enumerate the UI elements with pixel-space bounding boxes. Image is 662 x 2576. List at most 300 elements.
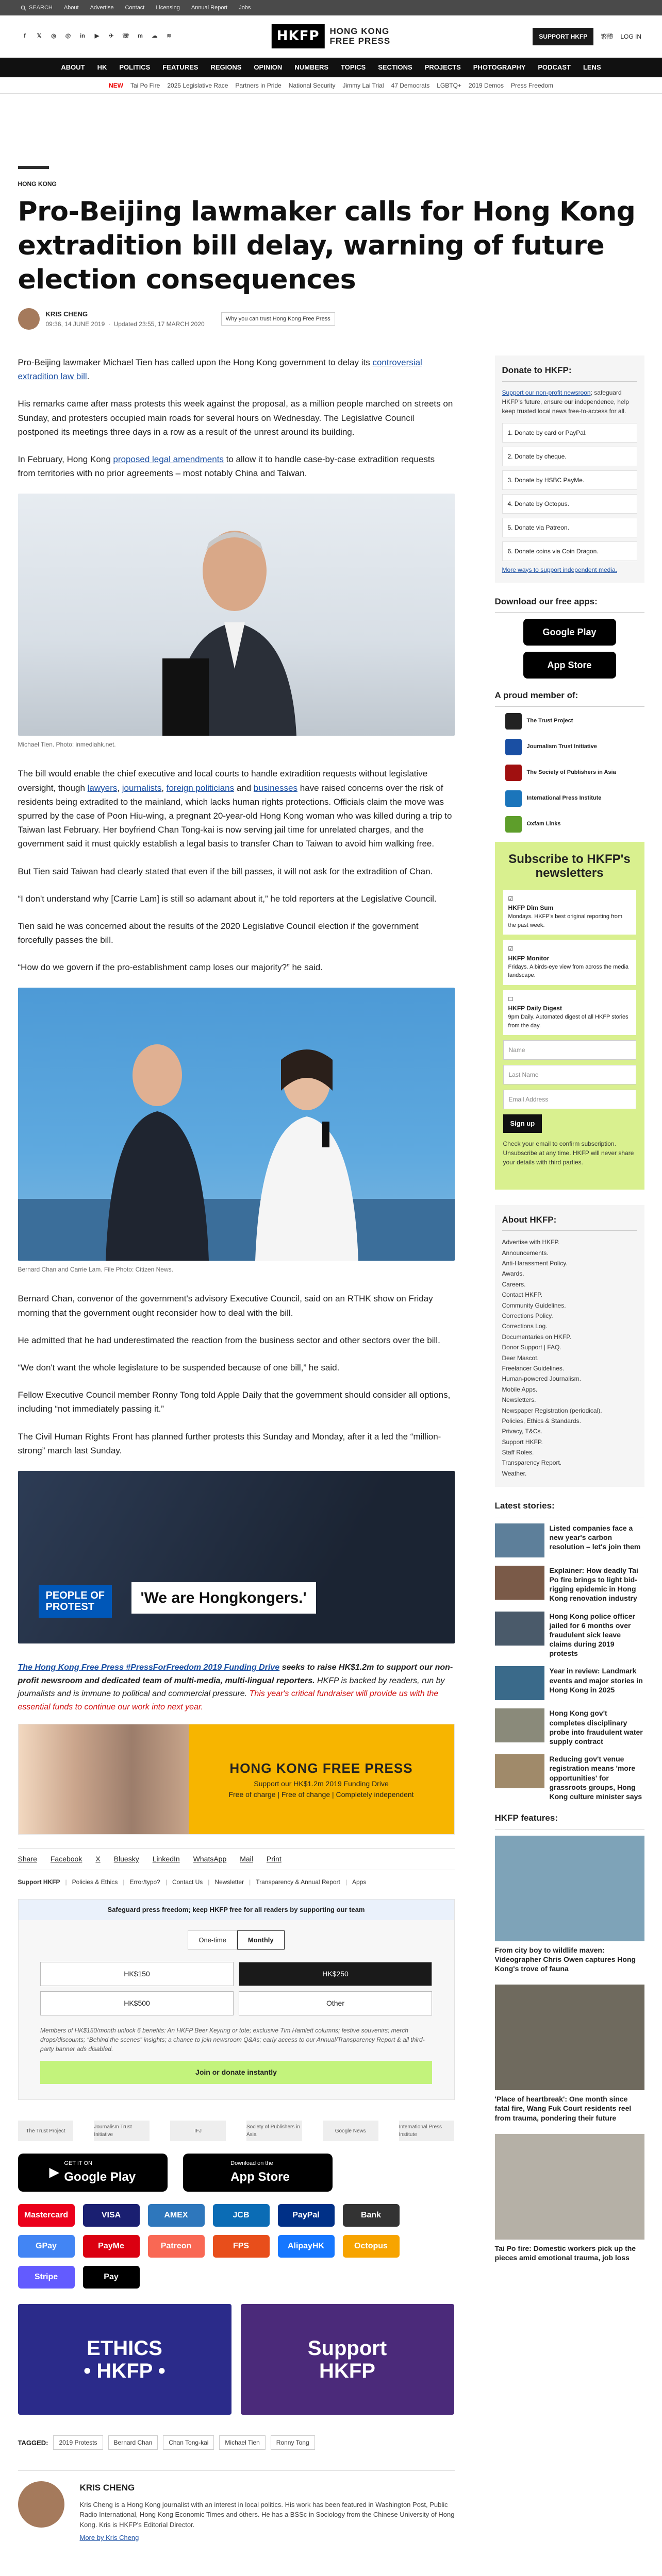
donate-options bbox=[502, 423, 637, 561]
nl-name: HKFP Monitor bbox=[508, 954, 550, 962]
nl-name: HKFP Daily Digest bbox=[508, 1005, 562, 1012]
newsletter-box bbox=[495, 842, 644, 1190]
feature-title: Tai Po fire: Domestic workers pick up the pieces amid emotional trauma, job loss bbox=[494, 2244, 636, 2262]
businesses-link[interactable]: businesses bbox=[253, 783, 297, 793]
main-nav bbox=[0, 58, 662, 77]
about-link[interactable]: Anti-Harassment Policy. bbox=[502, 1260, 568, 1267]
rss-icon[interactable]: ≋ bbox=[167, 33, 172, 40]
share-bluesky[interactable]: Bluesky bbox=[113, 1855, 139, 1863]
funding-banner[interactable] bbox=[18, 1724, 455, 1835]
last-name-field[interactable]: Last Name bbox=[503, 1065, 636, 1084]
story-thumbnail bbox=[495, 1566, 544, 1600]
nav-lens[interactable]: LENS bbox=[583, 63, 601, 72]
journalists-link[interactable]: journalists bbox=[122, 783, 162, 793]
ethics-ad[interactable]: ETHICS • HKFP • bbox=[18, 2304, 231, 2415]
google-play-button[interactable] bbox=[18, 2154, 168, 2192]
freq-one-time[interactable]: One-time bbox=[188, 1930, 237, 1950]
about-link[interactable]: Community Guidelines. bbox=[502, 1301, 566, 1309]
feature-story[interactable] bbox=[495, 1985, 644, 2123]
latest-story[interactable] bbox=[495, 1666, 644, 1700]
payment-method-icon: AlipayHK bbox=[278, 2235, 335, 2258]
text: This year's critical fundraiser will provide us with the essential funds to continue our work into next year. bbox=[18, 1689, 439, 1711]
top-link-about[interactable]: About bbox=[63, 4, 79, 11]
about-link[interactable]: Human-powered Journalism. bbox=[502, 1375, 581, 1383]
about-link[interactable]: Advertise with HKFP. bbox=[502, 1239, 560, 1246]
partner-logo[interactable]: IFJ bbox=[170, 2121, 226, 2141]
donate-option[interactable]: 2. Donate by cheque. bbox=[502, 447, 637, 466]
text: . bbox=[87, 371, 90, 382]
nav-projects[interactable]: PROJECTS bbox=[424, 63, 461, 72]
email-field[interactable]: Email Address bbox=[503, 1090, 636, 1109]
store-big: App Store bbox=[230, 2170, 290, 2184]
photo-caption: Bernard Chan and Carrie Lam. File Photo: Citizen News. bbox=[18, 1266, 173, 1274]
logo-line-2: FREE PRESS bbox=[329, 36, 391, 46]
partner-logos bbox=[18, 2121, 455, 2141]
paragraph: He admitted that he had underestimated the reaction from the business sector and other sectors over the bill. bbox=[18, 1335, 440, 1345]
member-name: Oxfam Links bbox=[526, 821, 561, 827]
sidebar bbox=[495, 355, 644, 2543]
store-small: GET IT ON bbox=[64, 2160, 92, 2167]
text: HKFP is backed by readers, run by journalists and is immune to political and commercial pressure. bbox=[18, 1676, 445, 1699]
name-field[interactable]: Name bbox=[503, 1040, 636, 1060]
nav-sections[interactable]: SECTIONS bbox=[378, 63, 412, 72]
funding-drive-link[interactable]: The Hong Kong Free Press #PressForFreedom 2019 Funding Drive bbox=[18, 1663, 280, 1672]
join-button[interactable]: Join or donate instantly bbox=[40, 2061, 432, 2084]
date-published: 09:36, 14 JUNE 2019 bbox=[45, 320, 105, 328]
payment-method-icon: PayMe bbox=[83, 2235, 140, 2258]
member-logos bbox=[495, 713, 644, 833]
top-link-licensing[interactable]: Licensing bbox=[156, 4, 180, 11]
story-thumbnail bbox=[495, 1708, 544, 1742]
support-newsroom-link[interactable]: Support our non-profit newsroon bbox=[502, 388, 591, 396]
latest-title: Latest stories: bbox=[495, 1499, 644, 1517]
story-title: Listed companies face a new year's carbon resolution – let's join them bbox=[549, 1523, 641, 1551]
payment-method-icon: VISA bbox=[83, 2204, 140, 2227]
story-thumbnail bbox=[495, 1666, 544, 1700]
donate-option[interactable]: 3. Donate by HSBC PayMe. bbox=[502, 470, 637, 490]
apps-link[interactable]: Apps bbox=[352, 1878, 367, 1886]
about-link[interactable]: Privacy, T&Cs. bbox=[502, 1428, 542, 1435]
photo-bernard-chan-carrie-lam bbox=[18, 988, 455, 1261]
frequency-toggle bbox=[29, 1930, 444, 1950]
payment-methods bbox=[18, 2204, 455, 2289]
site-header bbox=[0, 15, 662, 58]
video-badge bbox=[39, 1585, 112, 1618]
author-avatar-large[interactable] bbox=[18, 2481, 64, 2528]
about-link[interactable]: Support HKFP. bbox=[502, 1438, 543, 1446]
mastodon-icon[interactable]: m bbox=[138, 33, 143, 40]
signup-button[interactable]: Sign up bbox=[503, 1114, 542, 1133]
share-whatsapp[interactable]: WhatsApp bbox=[193, 1855, 227, 1863]
payment-method-icon: PayPal bbox=[278, 2204, 335, 2227]
feature-image bbox=[495, 2134, 644, 2240]
nl-desc: Mondays. HKFP's best original reporting from the past week. bbox=[508, 913, 623, 928]
story-thumbnail bbox=[495, 1523, 544, 1557]
paragraph: His remarks came after mass protests this week against the proposal, as a million people marched on streets on Sunday, and protesters occupied main roads for several hours on Wednesday. The Legislative Council postponed its meetings three days in a row as a result of the unrest around its building. bbox=[18, 399, 453, 437]
newsletter-note: Check your email to confirm subscription. Unsubscribe at any time. HKFP will never share your details with third parties. bbox=[503, 1140, 634, 1166]
donate-option[interactable]: 1. Donate by card or PayPal. bbox=[502, 423, 637, 443]
text: to allow it to handle case-by-case extradition requests from territories with no prior agreements – most notably China and Taiwan. bbox=[18, 454, 435, 479]
share-mail[interactable]: Mail bbox=[240, 1855, 253, 1863]
payment-method-icon: AMEX bbox=[148, 2204, 205, 2227]
payment-method-icon: Mastercard bbox=[18, 2204, 75, 2227]
donate-sidebar bbox=[495, 355, 644, 583]
newsletter-option[interactable]: ☑ HKFP Monitor Fridays. A birds-eye view from across the media landscape. bbox=[503, 940, 636, 985]
payment-method-icon: Patreon bbox=[148, 2235, 205, 2258]
contact-link[interactable]: Contact Us bbox=[172, 1878, 203, 1886]
support-ad[interactable]: Support HKFP bbox=[241, 2304, 454, 2415]
text: seeks to raise HK$1.2m to support our non-profit newsroom and dedicated team of multi-media, multi-lingual reporters. bbox=[18, 1663, 453, 1685]
video-embed[interactable] bbox=[18, 1471, 455, 1643]
banner-copy bbox=[189, 1724, 454, 1834]
story-title: Hong Kong police officer jailed for 6 months over fraudulent sick leave claims during 2019 protests bbox=[549, 1612, 635, 1658]
member-benefits-note: Members of HK$150/month unlock 6 benefits: An HKFP Beer Keyring or tote; exclusive Tim Hamlett columns; festive souvenirs; merch drops/discounts; “Behind the scenes” insights; a chance to join newsroom Q&As; early access to our Annual/Transparency Report & all third-party banner ads disabled. bbox=[40, 2027, 425, 2053]
latest-story[interactable] bbox=[495, 1523, 644, 1557]
member-logo[interactable] bbox=[505, 816, 644, 833]
x-icon[interactable]: 𝕏 bbox=[37, 33, 42, 40]
donate-title: Donate to HKFP: bbox=[502, 364, 637, 382]
share-print[interactable]: Print bbox=[266, 1855, 282, 1863]
partner-logo[interactable]: Google News bbox=[323, 2121, 378, 2141]
nav-numbers[interactable]: NUMBERS bbox=[294, 63, 329, 72]
language-switch[interactable]: 繁體 bbox=[601, 32, 614, 40]
store-small: Download on the bbox=[230, 2160, 273, 2167]
nav-hk[interactable]: HK bbox=[97, 63, 107, 72]
about-link[interactable]: Freelancer Guidelines. bbox=[502, 1364, 565, 1372]
portrait-figure bbox=[157, 514, 312, 736]
banner-tagline: Free of charge | Free of change | Completely independent bbox=[228, 1790, 414, 1799]
logo-line-1: HONG KONG bbox=[329, 26, 390, 36]
video-badge-line-2: PROTEST bbox=[45, 1601, 94, 1613]
member-name: The Society of Publishers in Asia bbox=[526, 769, 616, 776]
story-title: Hong Kong gov't completes disciplinary probe into fraudulent water supply contract bbox=[549, 1709, 643, 1746]
payment-method-icon: GPay bbox=[18, 2235, 75, 2258]
article-footer-links: Support HKFP | Policies & Ethics | Error/typo? | Contact Us | Newsletter | Transparency & Annual Report | Apps bbox=[18, 1878, 367, 1886]
latest-stories bbox=[495, 1523, 644, 1801]
latest-story[interactable] bbox=[495, 1566, 644, 1603]
nav-opinion[interactable]: OPINION bbox=[254, 63, 283, 72]
about-link[interactable]: Documentaries on HKFP. bbox=[502, 1333, 572, 1341]
subnav-item[interactable]: Partners in Pride bbox=[235, 81, 282, 89]
share-linkedin[interactable]: LinkedIn bbox=[152, 1855, 180, 1863]
app-store-buttons bbox=[18, 2154, 455, 2192]
press-photo-figures bbox=[18, 988, 455, 1261]
byline bbox=[18, 308, 644, 330]
paragraph: The Civil Human Rights Front has planned further protests this Sunday and Monday, after it a led the “million-strong” march last Sunday. bbox=[18, 1431, 441, 1455]
more-by-author-link[interactable]: More by Kris Cheng bbox=[79, 2534, 139, 2542]
photo-caption: Michael Tien. Photo: inmediahk.net. bbox=[18, 741, 116, 749]
text: , bbox=[161, 783, 167, 793]
header-actions bbox=[533, 28, 641, 45]
payment-method-icon: Octopus bbox=[343, 2235, 400, 2258]
banner-subtitle: Support our HK$1.2m 2019 Funding Drive bbox=[254, 1780, 389, 1788]
apps-title: Download our free apps: bbox=[495, 595, 644, 613]
article-title: Pro-Beijing lawmaker calls for Hong Kong extradition bill delay, warning of future election consequences bbox=[18, 196, 636, 296]
instagram-icon[interactable]: ◎ bbox=[51, 33, 56, 40]
text: ; safeguard HKFP's future, ensure our independence, help keep trusted local news free-to-access for all. bbox=[502, 388, 629, 415]
promo-ads bbox=[18, 2304, 455, 2415]
about-link[interactable]: Policies, Ethics & Standards. bbox=[502, 1417, 581, 1425]
amount-option[interactable]: HK$250 bbox=[239, 1962, 432, 1986]
youtube-icon[interactable]: ▶ bbox=[94, 33, 100, 40]
legal-amendments-link[interactable]: proposed legal amendments bbox=[113, 454, 224, 465]
amount-option[interactable]: HK$500 bbox=[40, 1991, 234, 2015]
linkedin-icon[interactable]: in bbox=[80, 33, 85, 40]
video-badge-line-1: PEOPLE OF bbox=[45, 1589, 105, 1601]
about-link[interactable]: Awards. bbox=[502, 1270, 524, 1278]
text: , bbox=[117, 783, 122, 793]
support-link[interactable]: Support HKFP bbox=[18, 1878, 60, 1886]
app-store-button[interactable] bbox=[183, 2154, 333, 2192]
author-avatar[interactable] bbox=[18, 308, 40, 330]
banner-title: HONG KONG FREE PRESS bbox=[229, 1760, 413, 1776]
facebook-icon[interactable]: f bbox=[24, 33, 26, 40]
about-links bbox=[502, 1237, 637, 1479]
payment-method-icon: Stripe bbox=[18, 2266, 75, 2289]
payment-method-icon: Bank bbox=[343, 2204, 400, 2227]
member-name: Journalism Trust Initiative bbox=[526, 743, 597, 750]
member-icon bbox=[505, 713, 522, 730]
story-title: Explainer: How deadly Tai Po fire brings to light bid-rigging epidemic in Hong Kong renovation industry bbox=[549, 1566, 638, 1603]
team-photo bbox=[19, 1724, 189, 1834]
about-link[interactable]: Corrections Log. bbox=[502, 1323, 548, 1330]
nav-features[interactable]: FEATURES bbox=[162, 63, 198, 72]
donate-text bbox=[502, 388, 637, 416]
kicker-rule bbox=[18, 166, 49, 169]
bluesky-icon[interactable]: ☁ bbox=[152, 33, 158, 40]
latest-story[interactable] bbox=[495, 1754, 644, 1801]
about-link[interactable]: Staff Roles. bbox=[502, 1449, 534, 1456]
features-title: HKFP features: bbox=[495, 1811, 644, 1829]
about-link[interactable]: Newspaper Registration (periodical). bbox=[502, 1406, 602, 1414]
paragraph bbox=[18, 355, 455, 383]
site-logo[interactable] bbox=[272, 24, 390, 48]
top-link-jobs[interactable]: Jobs bbox=[239, 4, 251, 11]
payment-method-icon: Pay bbox=[83, 2266, 140, 2289]
text: and bbox=[234, 783, 254, 793]
logo-wordmark bbox=[330, 27, 391, 46]
feature-title: From city boy to wildlife maven: Videographer Chris Owen captures Hong Kong's trove of fauna bbox=[494, 1945, 636, 1973]
subnav-item[interactable]: National Security bbox=[288, 81, 336, 89]
nl-desc: Fridays. A birds-eye view from across the media landscape. bbox=[508, 963, 629, 979]
article-body bbox=[18, 355, 455, 2543]
more-ways-link[interactable]: More ways to support independent media. bbox=[502, 566, 617, 573]
about-link[interactable]: Corrections Policy. bbox=[502, 1312, 553, 1320]
partner-logo[interactable]: Society of Publishers in Asia bbox=[246, 2121, 302, 2141]
text: Pro-Beijing lawmaker Michael Tien has called upon the Hong Kong government to delay its bbox=[18, 358, 373, 368]
paragraph: But Tien said Taiwan had clearly stated that even if the bill passes, it will not ask for the extradition of Chan. bbox=[18, 866, 433, 876]
newsletter-link[interactable]: Newsletter bbox=[214, 1878, 244, 1886]
nl-name: HKFP Dim Sum bbox=[508, 904, 554, 912]
about-box bbox=[495, 1205, 644, 1487]
sidebar-app-store[interactable]: App Store bbox=[523, 652, 616, 679]
story-title: Reducing gov't venue registration means 'more opportunities' for grassroots groups, Hong Kong culture minister says bbox=[549, 1755, 642, 1801]
top-link-advertise[interactable]: Advertise bbox=[90, 4, 114, 11]
member-title: A proud member of: bbox=[495, 689, 644, 707]
about-link[interactable]: Careers. bbox=[502, 1280, 526, 1288]
nl-desc: 9pm Daily. Automated digest of all HKFP stories from the day. bbox=[508, 1014, 628, 1029]
feature-stories bbox=[495, 1836, 644, 2263]
member-logo[interactable] bbox=[505, 739, 644, 755]
partner-logo[interactable]: The Trust Project bbox=[18, 2121, 74, 2141]
story-thumbnail bbox=[495, 1754, 544, 1788]
policies-link[interactable]: Policies & Ethics bbox=[72, 1878, 118, 1886]
search-icon bbox=[21, 5, 26, 11]
member-icon bbox=[505, 765, 522, 781]
story-thumbnail bbox=[495, 1612, 544, 1646]
payment-method-icon: JCB bbox=[213, 2204, 270, 2227]
feature-story[interactable] bbox=[495, 1836, 644, 1974]
author-bio: Kris Cheng is a Hong Kong journalist with an interest in local politics. His work has been featured in Washington Post, Public Radio International, Hong Kong Economic Times and others. He has a BSSc in Sociology from the Chinese University of Hong Kong. Kris is HKFP's Editorial Director. bbox=[79, 2500, 455, 2529]
member-icon bbox=[505, 790, 522, 807]
subnav-item[interactable]: LGBTQ+ bbox=[437, 81, 461, 89]
paragraph bbox=[18, 452, 455, 480]
photo-michael-tien bbox=[18, 494, 455, 736]
tags-label: TAGGED: bbox=[18, 2438, 48, 2447]
author-box bbox=[18, 2470, 455, 2543]
sub-nav bbox=[0, 77, 662, 94]
about-link[interactable]: Mobile Apps. bbox=[502, 1385, 538, 1393]
play-icon: ▶ bbox=[49, 2165, 59, 2180]
donate-option[interactable]: 5. Donate via Patreon. bbox=[502, 518, 637, 537]
author-name[interactable]: KRIS CHENG bbox=[45, 310, 88, 318]
nav-about[interactable]: ABOUT bbox=[61, 63, 85, 72]
report-link[interactable]: Transparency & Annual Report bbox=[256, 1878, 340, 1886]
feature-image bbox=[495, 1985, 644, 2090]
about-link[interactable]: Announcements. bbox=[502, 1249, 549, 1257]
subnav-item[interactable]: Press Freedom bbox=[510, 81, 553, 89]
newsletter-option[interactable]: ☐ HKFP Daily Digest 9pm Daily. Automated digest of all HKFP stories from the day. bbox=[503, 990, 636, 1036]
support-hkfp-button[interactable]: SUPPORT HKFP bbox=[533, 28, 593, 45]
top-link-annual-report[interactable]: Annual Report bbox=[191, 4, 228, 11]
subnav-item[interactable]: 2019 Demos bbox=[468, 81, 504, 89]
extradition-bill-link[interactable]: controversial extradition law bill bbox=[18, 358, 422, 382]
content-columns bbox=[18, 355, 644, 2543]
member-logo[interactable] bbox=[505, 765, 644, 781]
article-tags bbox=[18, 2435, 455, 2450]
threads-icon[interactable]: @ bbox=[65, 33, 71, 40]
donate-option[interactable]: 4. Donate by Octopus. bbox=[502, 494, 637, 514]
tag[interactable]: Ronny Tong bbox=[271, 2435, 315, 2450]
paragraph: “I don't understand why [Carrie Lam] is still so adamant about it,” he told reporters at the Legislative Council. bbox=[18, 893, 437, 904]
amount-option[interactable]: Other bbox=[239, 1991, 432, 2015]
paragraph: “We don't want the whole legislature to be suspended because of one bill,” he said. bbox=[18, 1363, 340, 1373]
about-link[interactable]: Deer Mascot. bbox=[502, 1354, 539, 1362]
about-link[interactable]: Newsletters. bbox=[502, 1396, 536, 1404]
store-big: Google Play bbox=[64, 2170, 136, 2184]
date-updated: Updated 23:55, 17 MARCH 2020 bbox=[113, 320, 205, 328]
member-logo[interactable] bbox=[505, 713, 644, 730]
payment-method-icon: FPS bbox=[213, 2235, 270, 2258]
tag[interactable]: Bernard Chan bbox=[108, 2435, 158, 2450]
paragraph: Tien said he was concerned about the results of the 2020 Legislative Council election if the government forcefully passes the bill. bbox=[18, 921, 419, 945]
about-link[interactable]: Transparency Report. bbox=[502, 1459, 562, 1467]
share-facebook[interactable]: Facebook bbox=[50, 1855, 82, 1863]
subnav-item[interactable]: 2025 Legislative Race bbox=[167, 81, 228, 89]
text: The bill would enable the chief executive and local courts to handle extradition requests without legislative oversight, though bbox=[18, 769, 428, 793]
share-x[interactable]: X bbox=[95, 1855, 101, 1863]
member-icon bbox=[505, 739, 522, 755]
nav-podcast[interactable]: PODCAST bbox=[538, 63, 571, 72]
subnav-item[interactable]: Jimmy Lai Trial bbox=[342, 81, 384, 89]
tag[interactable]: 2019 Protests bbox=[53, 2435, 103, 2450]
member-name: International Press Institute bbox=[526, 795, 602, 802]
trust-link[interactable]: Why you can trust Hong Kong Free Press bbox=[221, 312, 335, 326]
new-badge: NEW bbox=[108, 81, 123, 89]
subnav-item[interactable]: 47 Democrats bbox=[391, 81, 430, 89]
paragraph: Bernard Chan, convenor of the government's advisory Executive Council, said on an RTHK show on Friday morning that the government ought reconsider how to deal with the bill. bbox=[18, 1294, 433, 1318]
lawyers-link[interactable]: lawyers bbox=[87, 783, 118, 793]
donate-heading: Safeguard press freedom; keep HKFP free for all readers by supporting our team bbox=[19, 1900, 454, 1920]
paragraph: “How do we govern if the pro-establishment camp loses our majority?” he said. bbox=[18, 962, 323, 973]
story-title: Year in review: Landmark events and major stories in Hong Kong in 2025 bbox=[549, 1667, 643, 1694]
feature-image bbox=[495, 1836, 644, 1941]
text: In February, Hong Kong bbox=[18, 454, 113, 465]
author-box-name[interactable]: KRIS CHENG bbox=[79, 2483, 135, 2493]
logo-mark: HKFP bbox=[272, 24, 325, 48]
whatsapp-icon[interactable]: ☏ bbox=[122, 33, 129, 40]
latest-story[interactable] bbox=[495, 1612, 644, 1658]
freq-monthly[interactable]: Monthly bbox=[237, 1930, 285, 1950]
tag[interactable]: Chan Tong-kai bbox=[163, 2435, 214, 2450]
subnav-item[interactable]: Tai Po Fire bbox=[130, 81, 160, 89]
donate-widget bbox=[18, 1899, 455, 2100]
top-bar bbox=[0, 0, 662, 15]
paragraph: Fellow Executive Council member Ronny Tong told Apple Daily that the government should consider all options, including “not immediately passing it.” bbox=[18, 1390, 451, 1414]
video-quote: 'We are Hongkongers.' bbox=[131, 1582, 316, 1614]
login-link[interactable]: LOG IN bbox=[620, 32, 641, 40]
member-icon bbox=[505, 816, 522, 833]
about-link[interactable]: Donor Support | FAQ. bbox=[502, 1344, 561, 1351]
article-container bbox=[18, 166, 644, 2543]
share-label[interactable]: Share bbox=[18, 1855, 37, 1863]
top-link-contact[interactable]: Contact bbox=[125, 4, 145, 11]
latest-story[interactable] bbox=[495, 1708, 644, 1746]
partner-logo[interactable]: International Press Institute bbox=[399, 2121, 455, 2141]
search-label: SEARCH bbox=[29, 4, 53, 11]
member-name: The Trust Project bbox=[526, 718, 573, 724]
top-search[interactable] bbox=[21, 4, 53, 12]
nav-regions[interactable]: REGIONS bbox=[210, 63, 242, 72]
nav-photography[interactable]: PHOTOGRAPHY bbox=[473, 63, 526, 72]
paragraph bbox=[18, 767, 455, 851]
funding-promo bbox=[18, 1661, 455, 1714]
social-links bbox=[21, 32, 173, 41]
about-link[interactable]: Weather. bbox=[502, 1469, 527, 1477]
partner-logo[interactable]: Journalism Trust Initiative bbox=[94, 2121, 150, 2141]
article-dates: 09:36, 14 JUNE 2019 · Updated 23:55, 17 MARCH 2020 bbox=[45, 320, 205, 328]
member-logo[interactable] bbox=[505, 790, 644, 807]
section-tag[interactable]: HONG KONG bbox=[18, 180, 57, 188]
share-bar bbox=[18, 1848, 455, 1870]
newsletter-option[interactable]: ☑ HKFP Dim Sum Mondays. HKFP's best original reporting from the past week. bbox=[503, 890, 636, 935]
nav-politics[interactable]: POLITICS bbox=[119, 63, 151, 72]
text: have raised concerns over the risk of residents being extradited to the mainland, which lacks human rights protections. Officials claim the move was spurred by the case of Poon Hiu-wing, a pregnant 20-year-old Hong Kong woman who was killed during a trip to Taiwan last February. Her boyfriend Chan Tong-kai is now serving jail time for unrelated charges, and the government said it must quickly establish a legal basis to transfer Chan to Taiwan to avoid him walking free. bbox=[18, 783, 452, 849]
error-link[interactable]: Error/typo? bbox=[129, 1878, 160, 1886]
about-link[interactable]: Contact HKFP. bbox=[502, 1291, 542, 1299]
foreign-politicians-link[interactable]: foreign politicians bbox=[166, 783, 235, 793]
tag[interactable]: Michael Tien bbox=[219, 2435, 265, 2450]
about-title: About HKFP: bbox=[502, 1213, 637, 1231]
feature-story[interactable] bbox=[495, 2134, 644, 2262]
amount-options bbox=[40, 1962, 432, 2015]
sidebar-google-play[interactable]: Google Play bbox=[523, 619, 616, 646]
nav-topics[interactable]: TOPICS bbox=[341, 63, 366, 72]
donate-option[interactable]: 6. Donate coins via Coin Dragon. bbox=[502, 541, 637, 561]
amount-option[interactable]: HK$150 bbox=[40, 1962, 234, 1986]
telegram-icon[interactable]: ✈ bbox=[109, 33, 114, 40]
feature-title: 'Place of heartbreak': One month since fatal fire, Wang Fuk Court residents reel from trauma, pondering their future bbox=[494, 2095, 632, 2122]
